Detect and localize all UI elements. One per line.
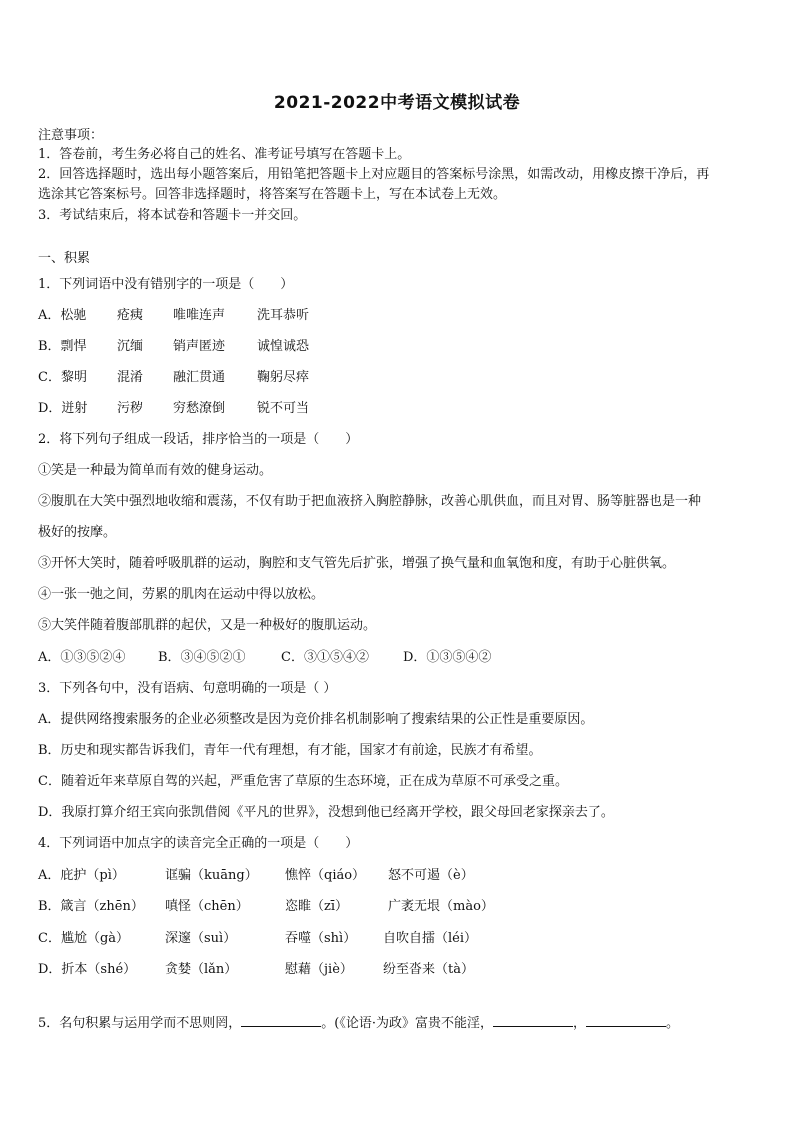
option-word: 污秽	[117, 401, 144, 416]
sentence: ②腹肌在大笑中强烈地收缩和震荡，不仅有助于把血液挤入胸腔静脉，改善心肌供血，而且对胃、肠等脏器也是一种	[38, 494, 702, 509]
notice-item: 1．答卷前，考生务必将自己的姓名、准考证号填写在答题卡上。	[38, 147, 411, 162]
question-stem: 4．下列词语中加点字的读音完全正确的一项是（ ）	[38, 836, 359, 851]
sentence: 极好的按摩。	[38, 525, 117, 540]
reading-item: D．折本（shé）	[38, 962, 137, 977]
reading-item: 贪婪（lǎn）	[165, 962, 238, 977]
question-stem: 1．下列词语中没有错别字的一项是（ ）	[38, 277, 294, 292]
option-label: D．迸射	[38, 401, 88, 416]
notice-item: 2．回答选择题时，选出每小题答案后，用铅笔把答题卡上对应题目的答案标号涂黑，如需改动，用橡皮擦干净后，再	[38, 167, 710, 182]
reading-item: 诓骗（kuāng）	[165, 868, 258, 883]
answer-blank[interactable]	[241, 1014, 321, 1027]
reading-item: 纷至沓来（tà）	[383, 962, 474, 977]
reading-item: 怒不可遏（è）	[388, 868, 474, 883]
sentence: ④一张一弛之间，劳累的肌肉在运动中得以放松。	[38, 587, 325, 602]
reading-item: A．庇护（pì）	[38, 868, 125, 883]
reading-item: 广袤无垠（mào）	[388, 899, 494, 914]
option-label: C．③①⑤④②	[281, 650, 369, 665]
question-text: 。	[666, 1016, 680, 1031]
option-label: A．松驰	[38, 308, 87, 323]
reading-item: 嗔怪（chēn）	[165, 899, 249, 914]
reading-item: 恣睢（zī）	[285, 899, 349, 914]
answer-blank[interactable]	[493, 1014, 573, 1027]
option-text: B．历史和现实都告诉我们，青年一代有理想，有才能，国家才有前途，民族才有希望。	[38, 743, 542, 758]
option-label: A．①③⑤②④	[38, 650, 126, 665]
answer-blank[interactable]	[586, 1014, 666, 1027]
option-word: 鞠躬尽瘁	[257, 370, 310, 385]
reading-item: 深邃（suì）	[165, 931, 237, 946]
sentence: ⑤大笑伴随着腹部肌群的起伏，又是一种极好的腹肌运动。	[38, 618, 377, 633]
option-word: 唯唯连声	[173, 308, 226, 323]
sentence: ③开怀大笑时，随着呼吸肌群的运动，胸腔和支气管先后扩张，增强了换气量和血氧饱和度，有助于心脏供氧。	[38, 556, 676, 571]
option-label: D．①③⑤④②	[403, 650, 492, 665]
question-text: ，	[573, 1016, 587, 1031]
option-text: A．提供网络搜索服务的企业必须整改是因为竞价排名机制影响了搜索结果的公正性是重要原因。	[38, 712, 594, 727]
reading-item: 憔悴（qiáo）	[285, 868, 366, 883]
option-text: C．随着近年来草原自驾的兴起，严重危害了草原的生态环境，正在成为草原不可承受之重。	[38, 774, 568, 789]
notice-heading: 注意事项：	[38, 128, 104, 143]
option-word: 销声匿迹	[173, 339, 226, 354]
option-word: 疮痍	[117, 308, 144, 323]
question-5	[38, 1012, 679, 1031]
question-text: 。(《论语·为政》富贵不能淫，	[321, 1016, 493, 1031]
question-text: 5．名句积累与运用学而不思则罔，	[38, 1016, 242, 1031]
option-word: 融汇贯通	[173, 370, 226, 385]
reading-item: 吞噬（shì）	[285, 931, 357, 946]
option-word: 锐不可当	[257, 401, 310, 416]
option-word: 穷愁潦倒	[173, 401, 226, 416]
reading-item: B．箴言（zhēn）	[38, 899, 144, 914]
reading-item: 自吹自擂（léi）	[383, 931, 478, 946]
option-label: B．剽悍	[38, 339, 87, 354]
option-word: 沉缅	[117, 339, 144, 354]
notice-item: 选涂其它答案标号。回答非选择题时，将答案写在答题卡上，写在本试卷上无效。	[38, 187, 507, 202]
option-text: D．我原打算介绍王宾向张凯借阅《平凡的世界》，没想到他已经离开学校，跟父母回老家探亲去了。	[38, 805, 614, 820]
option-word: 诚惶诚恐	[257, 339, 310, 354]
sentence: ①笑是一种最为简单而有效的健身运动。	[38, 463, 273, 478]
option-word: 洗耳恭听	[257, 308, 310, 323]
notice-item: 3．考试结束后，将本试卷和答题卡一并交回。	[38, 208, 307, 223]
reading-item: C．尴尬（gà）	[38, 931, 130, 946]
option-word: 混淆	[117, 370, 144, 385]
option-label: B．③④⑤②①	[158, 650, 246, 665]
section-heading: 一、积累	[38, 251, 91, 266]
page-title: 2021-2022中考语文模拟试卷	[273, 93, 521, 113]
question-stem: 3．下列各句中，没有语病、句意明确的一项是（ ）	[38, 681, 337, 696]
reading-item: 慰藉（jiè）	[285, 962, 353, 977]
option-label: C．黎明	[38, 370, 87, 385]
question-stem: 2．将下列句子组成一段话，排序恰当的一项是（ ）	[38, 432, 359, 447]
